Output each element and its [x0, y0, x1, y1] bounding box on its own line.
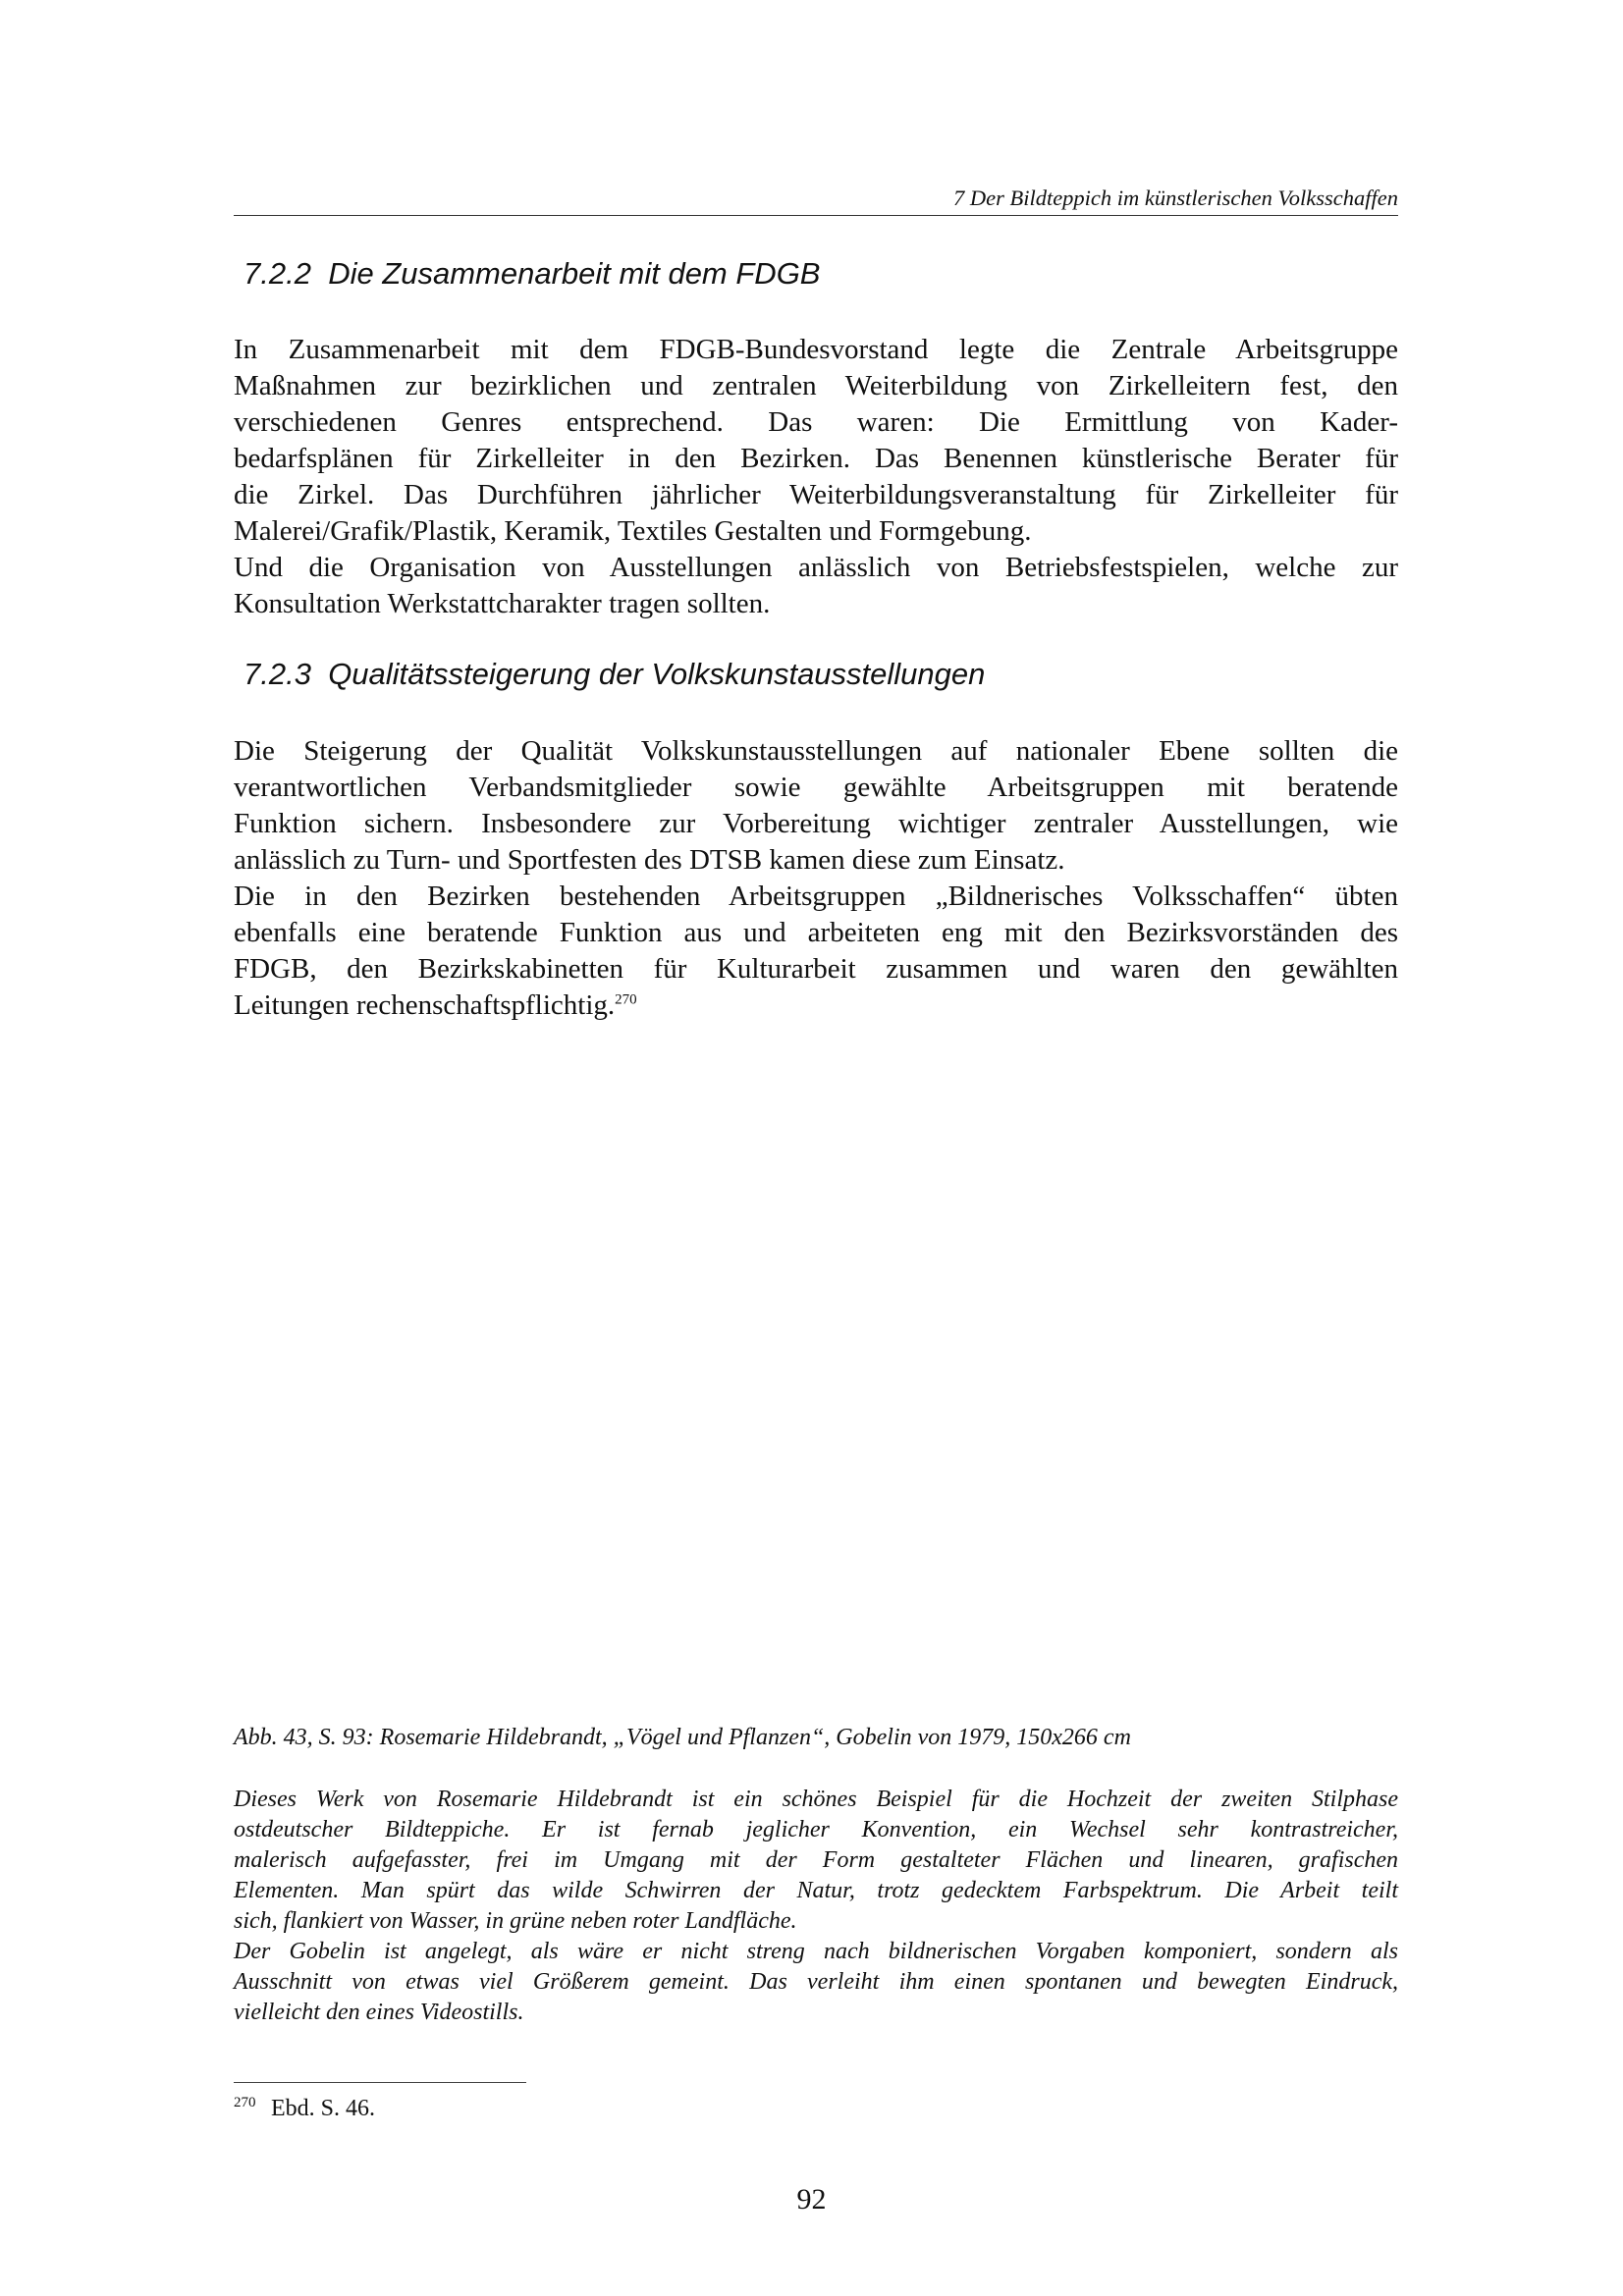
text-line: anlässlich zu Turn- und Sportfesten des DTSB kamen diese zum Einsatz. [234, 844, 1065, 876]
description-line: Dieses Werk von Rosemarie Hildebrandt ist ein schönes Beispiel für die Hochzeit der zweiten Stilphase [234, 1787, 1398, 1812]
description-line: ostdeutscher Bildteppiche. Er ist fernab jeglicher Konvention, ein Wechsel sehr kontrastreicher, [234, 1817, 1398, 1842]
section-title: Qualitätssteigerung der Volkskunstausstellungen [328, 657, 986, 691]
text-line: ebenfalls eine beratende Funktion aus und arbeiteten eng mit den Bezirksvorständen des [234, 917, 1398, 948]
text-line: bedarfsplänen für Zirkelleiter in den Bezirken. Das Benennen künstlerische Berater für [234, 443, 1398, 474]
text-line: Malerei/Grafik/Plastik, Keramik, Textiles Gestalten und Formgebung. [234, 515, 1032, 547]
text-line: Funktion sichern. Insbesondere zur Vorbereitung wichtiger zentraler Ausstellungen, wie [234, 808, 1398, 839]
section-number: 7.2.2 [243, 256, 311, 291]
text-line-with-footnote [234, 988, 1398, 1024]
description-line: Elementen. Man spürt das wilde Schwirren der Natur, trotz gedecktem Farbspektrum. Die Arbeit teilt [234, 1878, 1398, 1903]
text-line: Leitungen rechenschaftspflichtig. [234, 989, 616, 1021]
text-line: Maßnahmen zur bezirklichen und zentralen Weiterbildung von Zirkelleitern fest, den [234, 370, 1398, 401]
footnote-text: Ebd. S. 46. [271, 2096, 376, 2121]
text-line: Die in den Bezirken bestehenden Arbeitsgruppen „Bildnerisches Volksschaffen“ übten [234, 881, 1398, 912]
description-line: Der Gobelin ist angelegt, als wäre er nicht streng nach bildnerischen Vorgaben komponiert, sondern als [234, 1939, 1398, 1964]
section-heading-7-2-3 [243, 656, 985, 693]
section-title: Die Zusammenarbeit mit dem FDGB [328, 256, 821, 291]
footnote: $^{270}$ Ebd. S. 46. [234, 2095, 376, 2121]
text-line: FDGB, den Bezirkskabinetten für Kulturarbeit zusammen und waren den gewählten [234, 953, 1398, 985]
description-line: malerisch aufgefasster, frei im Umgang mit der Form gestalteter Flächen und linearen, grafischen [234, 1847, 1398, 1873]
text-line: die Zirkel. Das Durchführen jährlicher Weiterbildungsveranstaltung für Zirkelleiter für [234, 479, 1398, 510]
text-line: verantwortlichen Verbandsmitglieder sowie gewählte Arbeitsgruppen mit beratende [234, 772, 1398, 803]
description-line: sich, flankiert von Wasser, in grüne neben roter Landfläche. [234, 1908, 797, 1934]
figure-caption: Abb. 43, S. 93: Rosemarie Hildebrandt, „Vögel und Pflanzen“, Gobelin von 1979, 150x266 cm [234, 1725, 1131, 1750]
text-line: Die Steigerung der Qualität Volkskunstausstellungen auf nationaler Ebene sollten die [234, 735, 1398, 767]
description-line: Ausschnitt von etwas viel Größerem gemeint. Das verleiht ihm einen spontanen und bewegten Eindruck, [234, 1969, 1398, 1995]
footnote-divider [234, 2082, 526, 2083]
text-line: Konsultation Werkstattcharakter tragen sollten. [234, 588, 771, 619]
description-line: vielleicht den eines Videostills. [234, 2000, 524, 2025]
page-number: 92 [796, 2183, 827, 2216]
section-heading-7-2-2 [243, 255, 821, 293]
section-number: 7.2.3 [243, 657, 311, 691]
paragraph-qualitaet [234, 733, 1398, 1024]
text-line: verschiedenen Genres entsprechend. Das waren: Die Ermittlung von Kader- [234, 406, 1398, 438]
footnote-reference[interactable]: 270 [615, 991, 637, 1008]
text-line: Und die Organisation von Ausstellungen anlässlich von Betriebsfestspielen, welche zur [234, 552, 1398, 583]
text-line: In Zusammenarbeit mit dem FDGB-Bundesvorstand legte die Zentrale Arbeitsgruppe [234, 334, 1398, 365]
paragraph-fdgb [234, 332, 1398, 622]
figure-description [234, 1785, 1398, 2028]
running-header: 7 Der Bildteppich im künstlerischen Volksschaffen [234, 185, 1398, 216]
